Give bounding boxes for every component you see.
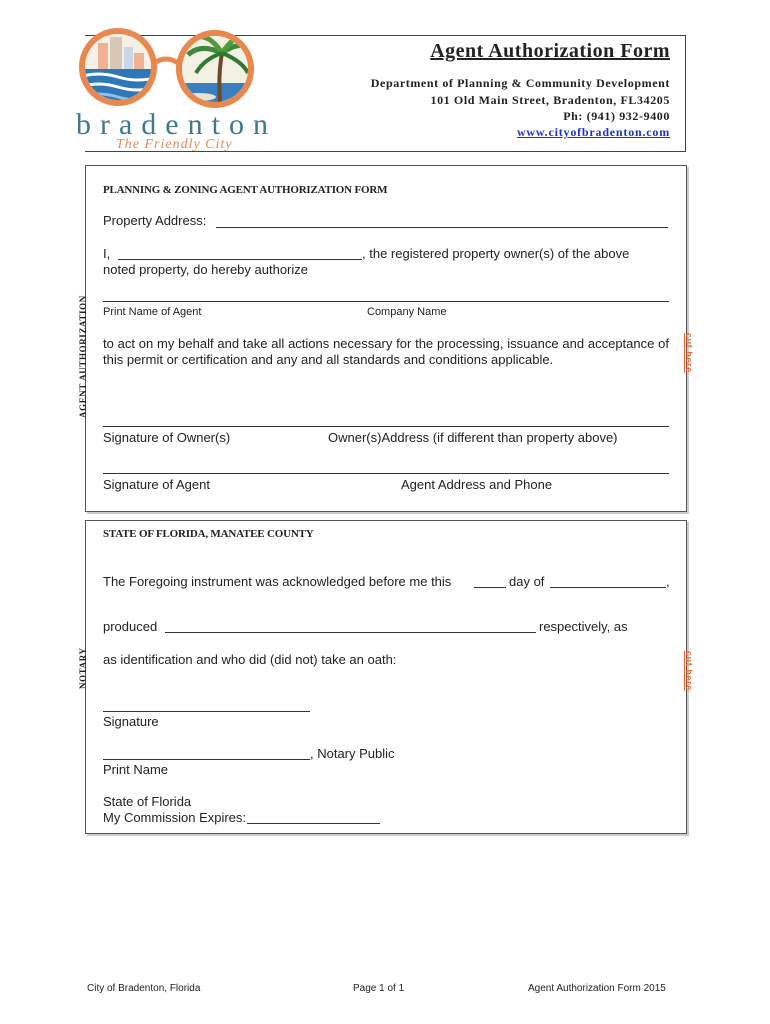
agent-address-label: Agent Address and Phone <box>401 477 553 492</box>
authorization-heading: PLANNING & ZONING AGENT AUTHORIZATION FORM <box>103 184 388 196</box>
cut-here-label: cut here <box>684 651 694 691</box>
property-address-label: Property Address: <box>103 213 207 228</box>
owner-prefix: I, <box>103 246 111 261</box>
logo-name: bradenton <box>76 108 277 141</box>
palm-lens-icon <box>175 30 255 113</box>
identification-text: as identification and who did (did not) take an oath: <box>103 652 397 667</box>
produced-field[interactable] <box>165 632 536 633</box>
glasses-bridge-icon <box>154 59 178 63</box>
form-title: Agent Authorization Form <box>430 40 670 62</box>
website-link[interactable]: www.cityofbradenton.com <box>516 125 670 139</box>
month-field[interactable] <box>550 587 666 588</box>
notary-side-label: NOTARY <box>78 647 88 689</box>
acknowledged-text: The Foregoing instrument was acknowledged before me this <box>103 574 452 589</box>
footer-city: City of Bradenton, Florida <box>87 983 201 994</box>
owner-signature-field[interactable] <box>103 426 669 427</box>
notary-section <box>85 520 687 834</box>
owner-name-field[interactable] <box>118 259 362 260</box>
owner-suffix: , the registered property owner(s) of the above <box>362 246 630 261</box>
respectively-label: respectively, as <box>539 619 628 634</box>
cut-here-label: cut here <box>684 333 694 373</box>
agent-authorization-side-label: AGENT AUTHORIZATION <box>78 295 88 418</box>
footer-page-number: Page 1 of 1 <box>353 983 405 994</box>
print-name-agent-label: Print Name of Agent <box>103 306 202 318</box>
notary-name-field[interactable] <box>103 759 310 760</box>
agent-signature-field[interactable] <box>103 473 669 474</box>
street-address: 101 Old Main Street, Bradenton, FL34205 <box>430 93 670 107</box>
commission-expires-label: My Commission Expires: <box>103 810 247 825</box>
act-on-behalf-text: to act on my behalf and take all actions necessary for the processing, issuance and acceptance of this permit or certification and any and all standards and conditions applicable. <box>103 336 669 367</box>
notary-heading: STATE OF FLORIDA, MANATEE COUNTY <box>103 528 314 540</box>
signature-label: Signature <box>103 714 159 729</box>
day-of-label: day of <box>509 574 545 589</box>
agent-name-field[interactable] <box>103 301 669 302</box>
footer-form-name: Agent Authorization Form 2015 <box>528 983 666 994</box>
city-lens-icon <box>80 30 160 110</box>
produced-label: produced <box>103 619 158 634</box>
print-name-label: Print Name <box>103 762 169 777</box>
notary-signature-field[interactable] <box>103 711 310 712</box>
comma: , <box>666 574 670 589</box>
owner-line2: noted property, do hereby authorize <box>103 262 309 277</box>
property-address-field[interactable] <box>216 227 668 228</box>
logo-tagline: The Friendly City <box>116 137 233 152</box>
notary-public-label: , Notary Public <box>310 746 395 761</box>
signature-owner-label: Signature of Owner(s) <box>103 430 231 445</box>
department-name: Department of Planning & Community Development <box>370 76 670 90</box>
company-name-label: Company Name <box>367 306 447 318</box>
city-logo <box>70 25 270 115</box>
signature-agent-label: Signature of Agent <box>103 477 210 492</box>
phone-number: Ph: (941) 932-9400 <box>563 109 670 123</box>
day-field[interactable] <box>474 587 506 588</box>
commission-expires-field[interactable] <box>247 823 380 824</box>
state-label: State of Florida <box>103 794 192 809</box>
owner-address-label: Owner(s)Address (if different than property above) <box>328 430 618 445</box>
